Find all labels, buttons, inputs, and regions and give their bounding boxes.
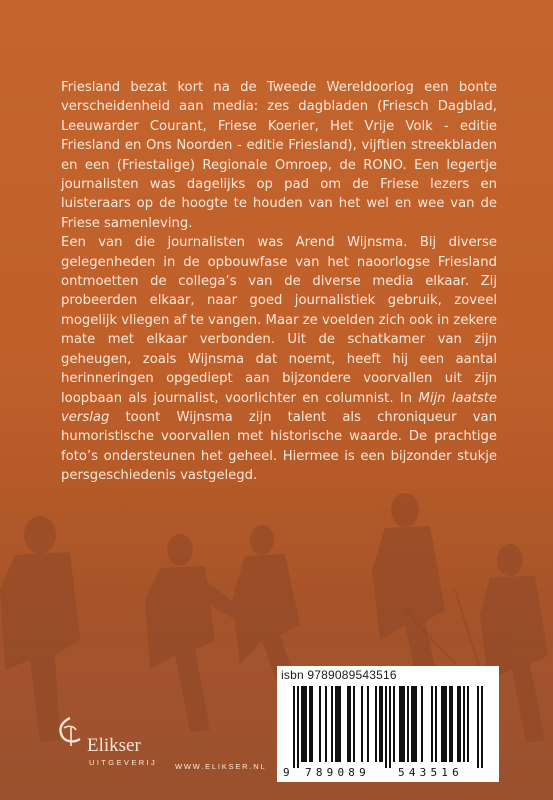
barcode-bar	[389, 686, 391, 768]
barcode-bar	[297, 686, 299, 768]
barcode-bar	[467, 686, 469, 762]
barcode-digit-first: 9	[283, 766, 290, 779]
barcode-bar	[337, 686, 339, 762]
barcode-bar	[441, 686, 443, 762]
barcode-bar	[335, 686, 337, 762]
barcode-bar	[399, 686, 401, 762]
barcode-bar	[331, 686, 333, 762]
barcode-bar	[459, 686, 461, 762]
barcode-bar	[413, 686, 415, 762]
barcode-bar	[393, 686, 395, 762]
barcode-bar	[407, 686, 409, 762]
barcode-bar	[385, 686, 387, 768]
barcode-bar	[347, 686, 349, 762]
barcode-bar	[451, 686, 453, 762]
isbn-label: isbn 9789089543516	[281, 668, 397, 682]
blurb-text	[61, 78, 497, 486]
barcode-bar	[325, 686, 327, 762]
barcode-bar	[443, 686, 445, 762]
elikser-logo-icon	[50, 716, 88, 746]
barcode-bar	[311, 686, 313, 762]
barcode-bar	[457, 686, 459, 762]
barcode-bar	[421, 686, 423, 762]
barcode-bar	[339, 686, 341, 762]
barcode-bar	[401, 686, 403, 762]
barcode-bar	[415, 686, 417, 762]
blurb-p2-end: toont Wijnsma zijn talent als chroniqueur van humoristische voorvallen met historische waarde. De prachtige foto’s ondersteunen het geheel. Hiermee is een bijzonder stukje persgeschiedenis vastgelegd.	[61, 409, 497, 484]
barcode	[281, 686, 493, 768]
barcode-bar	[481, 686, 483, 768]
barcode-bar	[309, 686, 311, 762]
barcode-digits-right: 543516	[398, 766, 463, 779]
barcode-bar	[305, 686, 307, 762]
barcode-bar	[353, 686, 355, 762]
barcode-bar	[463, 686, 465, 762]
barcode-bar	[431, 686, 433, 762]
blurb-paragraph-2	[61, 233, 497, 485]
barcode-bar	[435, 686, 437, 762]
barcode-bar	[303, 686, 305, 762]
barcode-bar	[301, 686, 303, 762]
publisher-sub: UITGEVERIJ	[89, 758, 158, 767]
barcode-bar	[293, 686, 295, 768]
barcode-bar	[477, 686, 479, 768]
blurb-paragraph-1: Friesland bezat kort na de Tweede Wereldoorlog een bonte verscheidenheid aan media: zes dagbladen (Friesch Dagblad, Leeuwarder Courant, Friese Koerier, Het Vrije Volk - editie Friesland en Ons Noorden - editie Friesland), vijftien streekbladen en een (Friestalige) Regionale Omroep, de RONO. Een legertje journalisten was dagelijks op pad om de Friese lezers en luisteraars op de hoogte te houden van het wel en wee van de Friese samenleving.	[61, 80, 497, 231]
blurb-p2-start: Een van die journalisten was Arend Wijnsma. Bij diverse gelegenheden in de opbouwfase van het naoorlogse Friesland ontmoetten de collega’s van de diverse media elkaar. Zij probeerden elkaar, naar goed journalistiek gebruik, zoveel mogelijk vliegen af te vangen. Maar ze voelden zich ook in zekere mate met elkaar verbonden. Uit de schatkamer van zijn geheugen, zoals Wijnsma dat noemt, heeft hij een aantal herinneringen opgediept aan bijzondere voorvallen uit zijn loopbaan als journalist, voorlichter en columnist. In	[61, 235, 497, 406]
barcode-bar	[349, 686, 351, 762]
book-title: Mijn laatste verslag	[61, 390, 497, 425]
publisher-name: Elikser	[87, 735, 141, 756]
barcode-bar	[403, 686, 405, 762]
barcode-bar	[445, 686, 447, 762]
barcode-bar	[381, 686, 383, 762]
barcode-bar	[375, 686, 377, 762]
publisher-website: WWW.ELIKSER.NL	[175, 762, 267, 771]
barcode-digits-left: 789089	[305, 766, 370, 779]
barcode-bar	[367, 686, 369, 762]
barcode-bar	[361, 686, 363, 762]
barcode-bar	[319, 686, 321, 762]
barcode-bar	[379, 686, 381, 762]
barcode-bar	[449, 686, 451, 762]
barcode-bar	[411, 686, 413, 762]
